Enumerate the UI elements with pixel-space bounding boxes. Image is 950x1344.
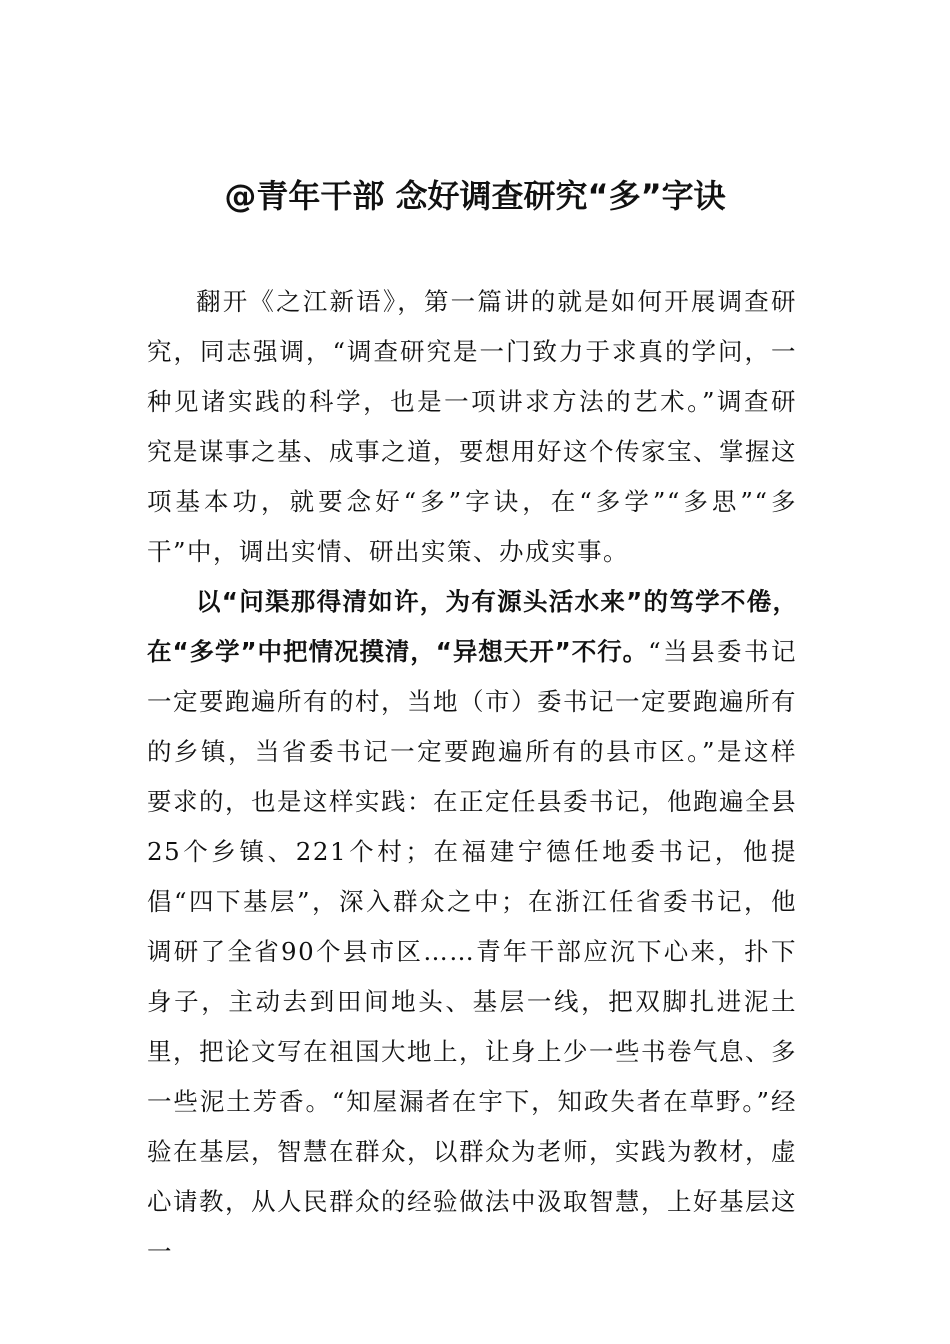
document-body bbox=[147, 277, 797, 1277]
paragraph-1-text: 翻开《之江新语》，第一篇讲的就是如何开展调查研究，同志强调，“调查研究是一门致力于求真的学问，一种见诸实践的科学，也是一项讲求方法的艺术。”调查研究是谋事之基、成事之道，要想用好这个传家宝、掌握这项基本功，就要念好“多”字诀，在“多学”“多思”“多干”中，调出实情、研出实策、办成实事。 bbox=[147, 287, 797, 566]
paragraph-2 bbox=[147, 577, 797, 1277]
paragraph-1 bbox=[147, 277, 797, 577]
document-title: @青年干部 念好调查研究“多”字诀 bbox=[224, 177, 726, 215]
paragraph-2-text: “当县委书记一定要跑遍所有的村，当地（市）委书记一定要跑遍所有的乡镇，当省委书记一定要跑遍所有的县市区。”是这样要求的，也是这样实践：在正定任县委书记，他跑遍全县25个乡镇、221个村；在福建宁德任地委书记，他提倡“四下基层”，深入群众之中；在浙江任省委书记，他调研了全省90个县市区……青年干部应沉下心来，扑下身子，主动去到田间地头、基层一线，把双脚扎进泥土里，把论文写在祖国大地上，让身上少一些书卷气息、多一些泥土芳香。“知屋漏者在宇下，知政失者在草野。”经验在基层，智慧在群众，以群众为老师，实践为教材，虚心请教，从人民群众的经验做法中汲取智慧，上好基层这一 bbox=[147, 637, 797, 1266]
paragraph-2-lead: 以“问渠那得清如许，为有源头活水来”的笃学不倦，在“多学”中把情况摸清，“异想天开”不行。 bbox=[147, 587, 797, 666]
